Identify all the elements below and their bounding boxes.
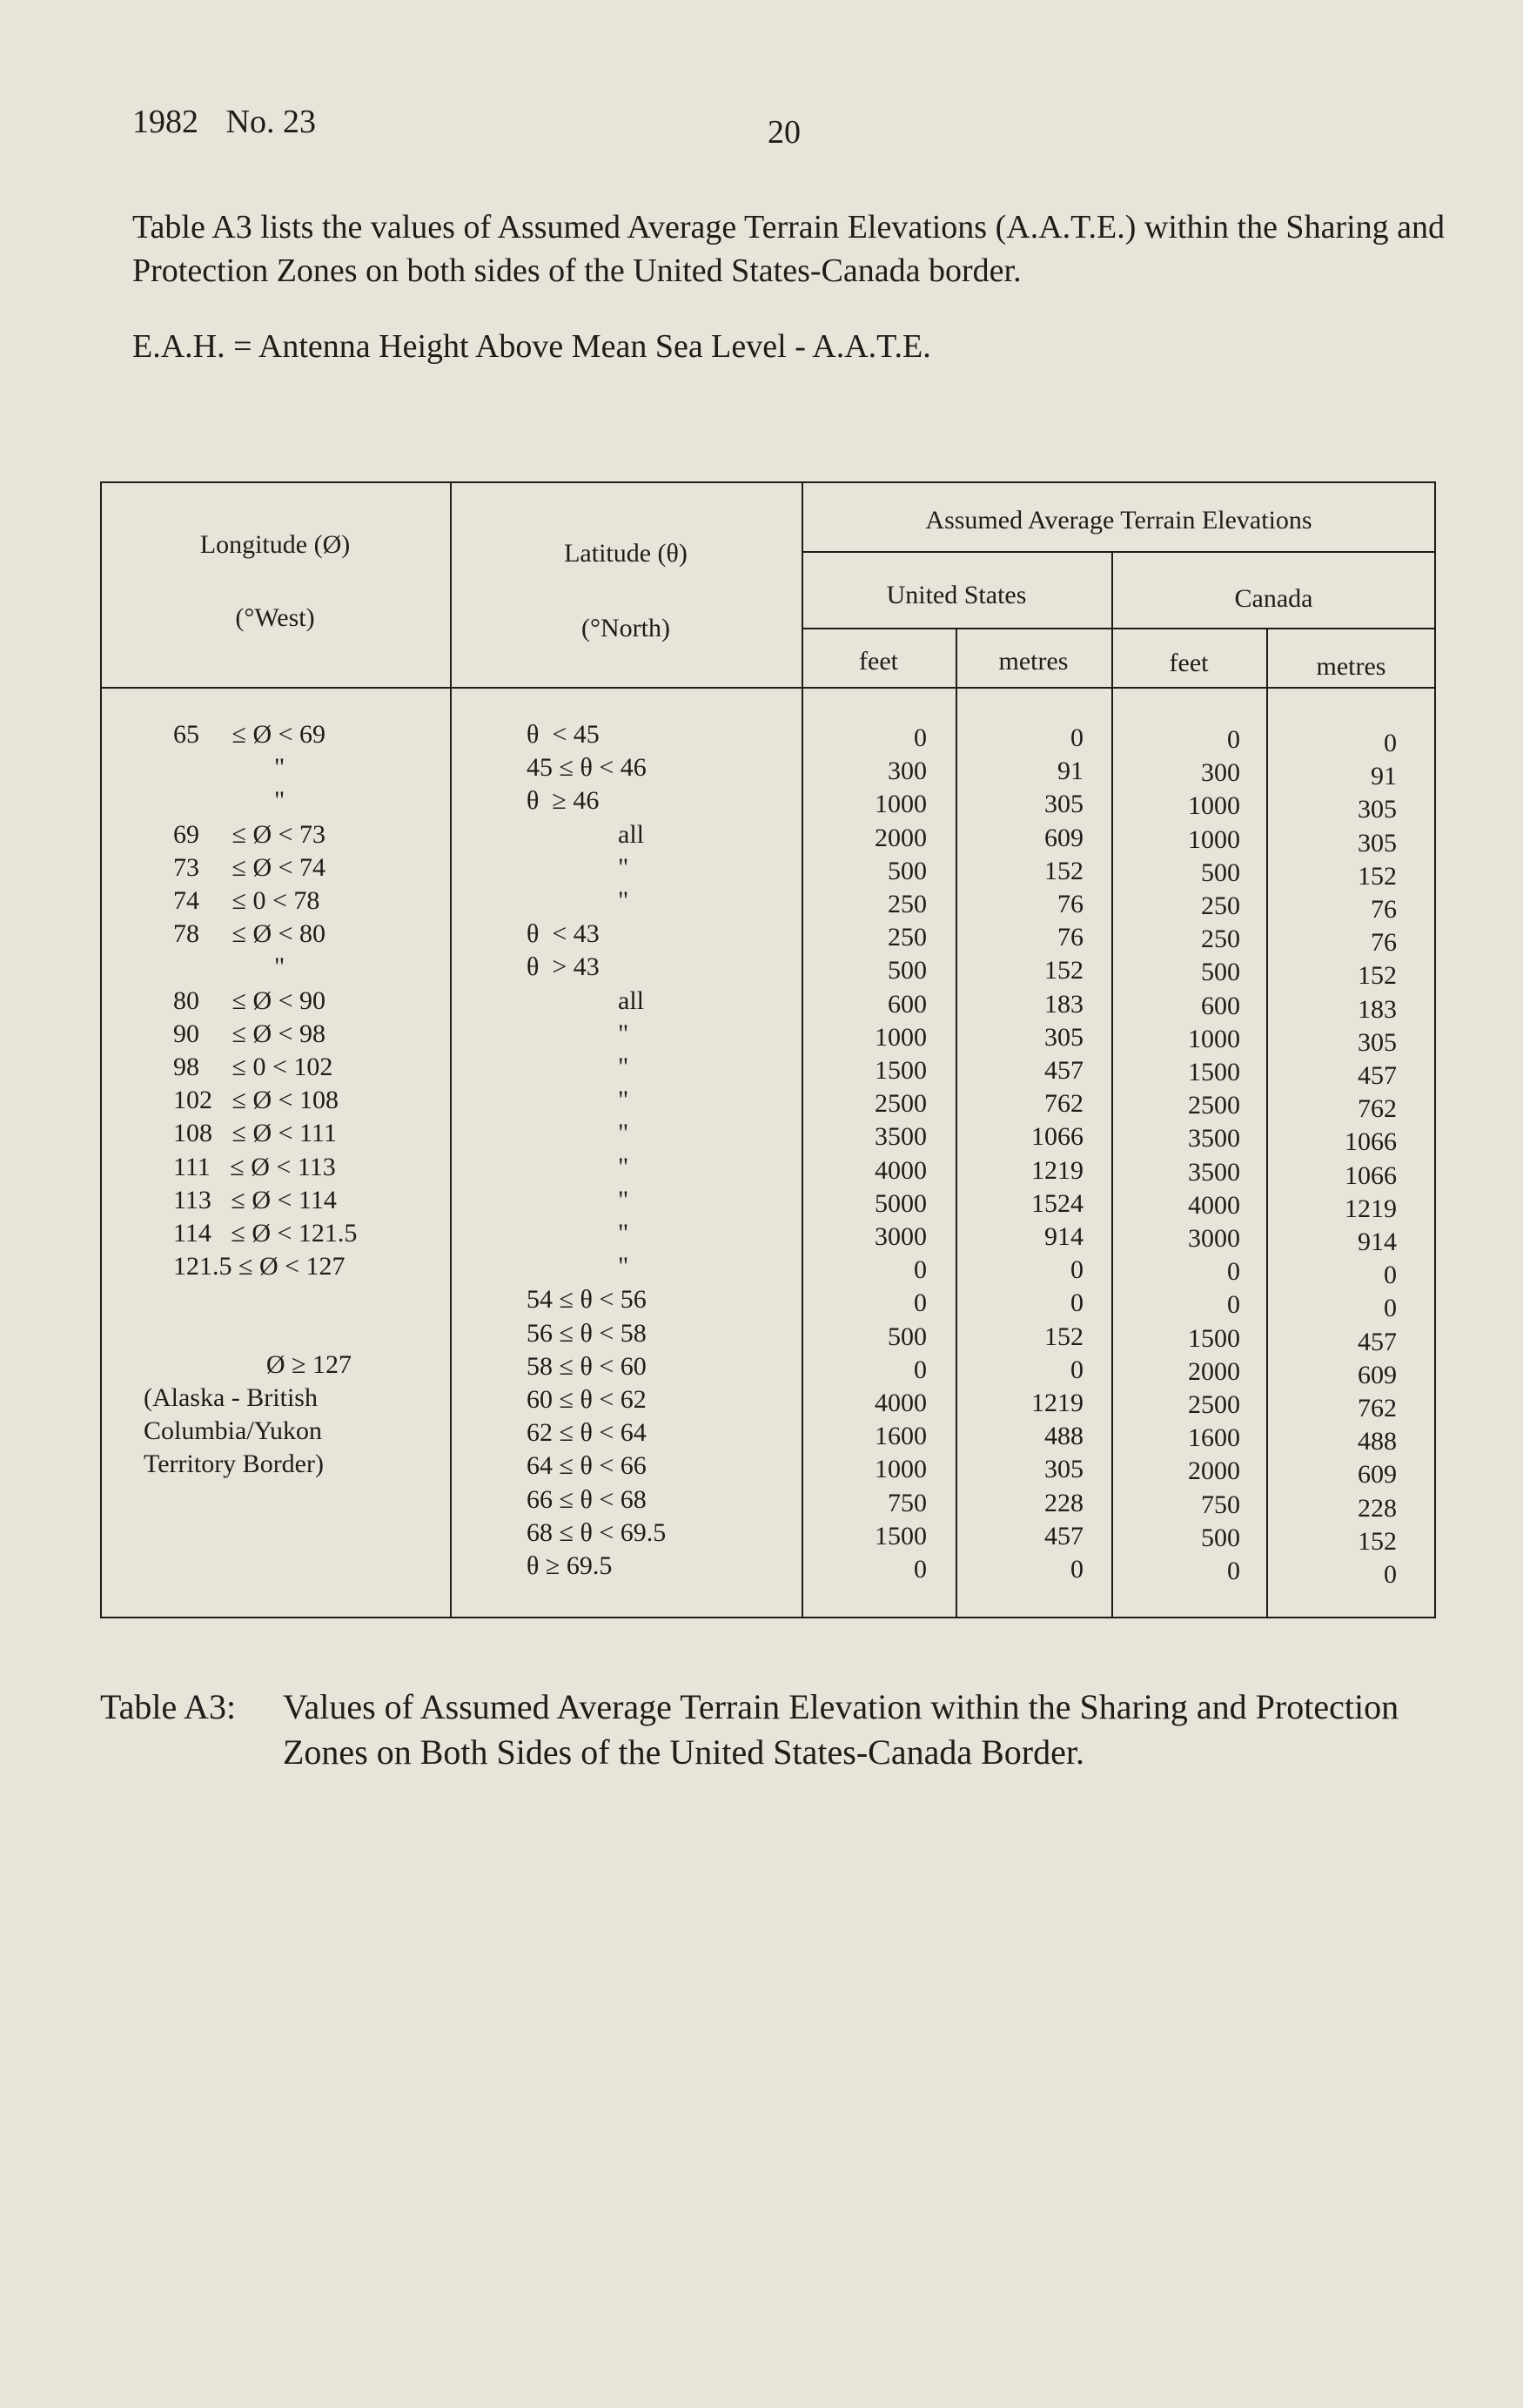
us-metres-cell: 1066 — [1031, 1122, 1084, 1152]
us-feet-cell: 500 — [888, 956, 927, 985]
header-us-feet: feet — [859, 647, 898, 676]
ca-metres-cell: 91 — [1371, 762, 1397, 791]
ca-metres-cell: 0 — [1384, 1560, 1397, 1589]
longitude-cell: 102 ≤ Ø < 108 — [173, 1086, 339, 1115]
latitude-cell: 64 ≤ θ < 66 — [527, 1451, 647, 1481]
ca-feet-cell: 1000 — [1188, 824, 1240, 854]
ca-metres-cell: 152 — [1358, 1526, 1397, 1556]
ca-feet-cell: 500 — [1201, 958, 1240, 987]
us-feet-cell: 1600 — [875, 1422, 927, 1451]
us-feet-cell: 0 — [914, 1255, 927, 1285]
us-metres-cell: 1524 — [1031, 1188, 1084, 1218]
us-feet-cell: 2500 — [875, 1089, 927, 1119]
ca-feet-cell: 1000 — [1188, 1024, 1240, 1053]
us-metres-cell: 457 — [1044, 1056, 1084, 1085]
ca-metres-cell: 305 — [1358, 1027, 1397, 1057]
us-metres-cell: 0 — [1070, 723, 1084, 752]
us-metres-cell: 609 — [1044, 823, 1084, 852]
us-feet-cell: 1000 — [875, 1022, 927, 1052]
us-metres-cell: 305 — [1044, 1022, 1084, 1052]
definition-line: E.A.H. = Antenna Height Above Mean Sea Level - A.A.T.E. — [132, 328, 931, 365]
latitude-cell: 45 ≤ θ < 46 — [527, 753, 647, 783]
ca-metres-cell: 152 — [1358, 961, 1397, 991]
ca-metres-cell: 152 — [1358, 861, 1397, 891]
longitude-cell: 90 ≤ Ø < 98 — [173, 1019, 326, 1048]
elevation-table — [100, 481, 1436, 1618]
header-longitude: Longitude (Ø) — [199, 530, 351, 559]
header-elevation-group: Assumed Average Terrain Elevations — [925, 506, 1312, 535]
ca-feet-cell: 0 — [1227, 1257, 1240, 1287]
us-feet-cell: 0 — [914, 1355, 927, 1384]
intro-paragraph: Table A3 lists the values of Assumed Average Terrain Elevations (A.A.T.E.) within the Sharing and Protection Zones on both sides of the United States-Canada border. — [132, 209, 1446, 289]
latitude-cell: 54 ≤ θ < 56 — [527, 1285, 647, 1315]
longitude-cell: 108 ≤ Ø < 111 — [173, 1119, 337, 1148]
longitude-cell: 78 ≤ Ø < 80 — [173, 919, 326, 949]
us-feet-cell: 500 — [888, 856, 927, 885]
ca-feet-cell: 0 — [1227, 1557, 1240, 1585]
ca-metres-cell: 457 — [1358, 1061, 1397, 1090]
longitude-cell: 69 ≤ Ø < 73 — [173, 819, 326, 849]
latitude-cell: 56 ≤ θ < 58 — [527, 1318, 647, 1348]
latitude-cell: 58 ≤ θ < 60 — [527, 1351, 647, 1381]
ca-metres-cell: 0 — [1384, 1294, 1397, 1323]
us-feet-cell: 1500 — [875, 1056, 927, 1085]
us-metres-cell: 91 — [1057, 757, 1084, 786]
ca-feet-cell: 500 — [1201, 858, 1240, 887]
alaska-line2: (Alaska - British — [144, 1383, 318, 1412]
header-latitude-unit: (°North) — [581, 614, 670, 642]
caption-text: Values of Assumed Average Terrain Elevation within the Sharing and Protection Zones on Both Sides of the United States-Canada Border. — [283, 1687, 1399, 1772]
latitude-cell: " — [618, 1185, 629, 1214]
us-feet-cell: 0 — [914, 1288, 927, 1318]
alaska-longitude-group — [144, 1349, 439, 1481]
us-metres-cell: 152 — [1044, 956, 1084, 985]
latitude-cell: 68 ≤ θ < 69.5 — [527, 1517, 667, 1547]
longitude-cell: 113 ≤ Ø < 114 — [173, 1185, 337, 1214]
us-metres-cell: 1219 — [1031, 1389, 1084, 1417]
ca-feet-cell: 2500 — [1188, 1390, 1240, 1419]
latitude-cell: θ ≥ 69.5 — [527, 1551, 613, 1580]
header-year: 1982 — [132, 104, 198, 140]
ca-feet-cell: 3500 — [1188, 1124, 1240, 1154]
ca-feet-cell: 4000 — [1188, 1190, 1240, 1220]
header-number: No. 23 — [225, 104, 316, 140]
longitude-cell: 80 ≤ Ø < 90 — [173, 985, 326, 1015]
us-feet-cell: 600 — [888, 989, 927, 1019]
ca-metres-cell: 76 — [1371, 928, 1397, 958]
us-metres-cell: 1219 — [1031, 1155, 1084, 1185]
us-feet-cell: 5000 — [875, 1188, 927, 1218]
ca-metres-cell: 0 — [1384, 729, 1397, 757]
us-metres-cell: 152 — [1044, 856, 1084, 885]
alaska-range: Ø ≥ 127 — [265, 1350, 352, 1379]
latitude-cell: " — [618, 852, 629, 882]
longitude-cell: " — [274, 952, 285, 982]
us-metres-cell: 305 — [1044, 1455, 1084, 1484]
page-header — [132, 103, 335, 141]
us-metres-cell: 305 — [1044, 790, 1084, 819]
us-metres-cell: 0 — [1070, 1555, 1084, 1584]
us-feet-cell: 3000 — [875, 1222, 927, 1251]
longitude-cell: 74 ≤ 0 < 78 — [173, 886, 320, 915]
ca-feet-cell: 1600 — [1188, 1423, 1240, 1453]
longitude-cell: 111 ≤ Ø < 113 — [173, 1152, 336, 1181]
longitude-cell: 65 ≤ Ø < 69 — [173, 720, 326, 749]
us-metres-cell: 0 — [1070, 1288, 1084, 1318]
ca-feet-cell: 250 — [1201, 891, 1240, 920]
latitude-cell: " — [618, 1053, 629, 1081]
us-metres-cell: 762 — [1044, 1089, 1084, 1119]
ca-metres-cell: 0 — [1384, 1261, 1397, 1290]
longitude-cell: 98 ≤ 0 < 102 — [173, 1053, 333, 1081]
us-feet-cell: 0 — [914, 1555, 927, 1584]
header-latitude: Latitude (θ) — [564, 539, 688, 568]
ca-feet-cell: 0 — [1227, 725, 1240, 754]
ca-metres-cell: 1066 — [1345, 1127, 1397, 1157]
ca-feet-cell: 600 — [1201, 991, 1240, 1020]
ca-feet-cell: 2000 — [1188, 1456, 1240, 1486]
ca-feet-cell: 3000 — [1188, 1224, 1240, 1253]
us-feet-cell: 4000 — [875, 1389, 927, 1417]
ca-feet-cell: 500 — [1201, 1523, 1240, 1552]
ca-feet-cell: 300 — [1201, 758, 1240, 788]
longitude-cell: " — [274, 753, 285, 783]
latitude-cell: θ ≥ 46 — [527, 786, 600, 816]
us-feet-cell: 3500 — [875, 1122, 927, 1152]
us-feet-cell: 2000 — [875, 823, 927, 852]
ca-metres-cell: 914 — [1358, 1228, 1397, 1256]
alaska-line3: Columbia/Yukon — [144, 1416, 323, 1445]
us-feet-cell: 1000 — [875, 1455, 927, 1484]
latitude-cell: " — [618, 1019, 629, 1048]
latitude-cell: θ < 45 — [527, 720, 600, 749]
us-metres-cell: 76 — [1057, 890, 1084, 918]
page-number: 20 — [768, 114, 801, 151]
longitude-cell: " — [274, 786, 285, 816]
latitude-cell: 62 ≤ θ < 64 — [527, 1418, 647, 1448]
us-metres-cell: 0 — [1070, 1255, 1084, 1285]
ca-metres-cell: 1219 — [1345, 1194, 1397, 1223]
latitude-cell: all — [618, 985, 644, 1015]
caption-label: Table A3: — [100, 1687, 237, 1726]
ca-feet-cell: 2500 — [1188, 1091, 1240, 1120]
us-feet-cell: 250 — [888, 923, 927, 952]
us-metres-cell: 152 — [1044, 1322, 1084, 1351]
longitude-cell: 73 ≤ Ø < 74 — [173, 852, 326, 882]
ca-feet-cell: 3500 — [1188, 1157, 1240, 1187]
ca-metres-cell: 457 — [1358, 1327, 1397, 1356]
ca-metres-cell: 609 — [1358, 1460, 1397, 1490]
latitude-cell: " — [618, 1152, 629, 1181]
ca-feet-cell: 1500 — [1188, 1058, 1240, 1086]
latitude-cell: " — [618, 886, 629, 915]
header-canada: Canada — [1234, 584, 1313, 613]
ca-metres-cell: 76 — [1371, 895, 1397, 924]
us-feet-cell: 750 — [888, 1488, 927, 1517]
latitude-cell: all — [618, 819, 644, 849]
ca-feet-cell: 750 — [1201, 1490, 1240, 1519]
us-metres-cell: 0 — [1070, 1355, 1084, 1384]
ca-metres-cell: 305 — [1358, 795, 1397, 824]
ca-feet-cell: 250 — [1201, 925, 1240, 954]
us-metres-cell: 76 — [1057, 923, 1084, 952]
ca-metres-cell: 183 — [1358, 994, 1397, 1024]
alaska-line4: Territory Border) — [144, 1450, 324, 1478]
us-feet-cell: 0 — [914, 723, 927, 752]
header-us-metres: metres — [998, 647, 1069, 676]
header-united-states: United States — [886, 581, 1027, 609]
us-feet-cell: 500 — [888, 1322, 927, 1351]
us-metres-cell: 457 — [1044, 1521, 1084, 1550]
us-feet-cell: 250 — [888, 890, 927, 918]
latitude-cell: θ > 43 — [527, 952, 600, 982]
us-feet-cell: 1000 — [875, 790, 927, 819]
ca-metres-cell: 305 — [1358, 828, 1397, 858]
latitude-cell: 60 ≤ θ < 62 — [527, 1385, 647, 1414]
header-longitude-unit: (°West) — [235, 603, 315, 632]
latitude-cell: " — [618, 1086, 629, 1115]
us-metres-cell: 914 — [1044, 1222, 1084, 1251]
ca-metres-cell: 1066 — [1345, 1160, 1397, 1190]
latitude-cell: " — [618, 1252, 629, 1281]
latitude-cell: " — [618, 1219, 629, 1248]
ca-feet-cell: 1000 — [1188, 791, 1240, 821]
ca-metres-cell: 762 — [1358, 1394, 1397, 1423]
us-feet-cell: 300 — [888, 757, 927, 786]
ca-metres-cell: 488 — [1358, 1427, 1397, 1456]
us-feet-cell: 1500 — [875, 1521, 927, 1550]
ca-metres-cell: 609 — [1358, 1360, 1397, 1389]
us-metres-cell: 183 — [1044, 989, 1084, 1019]
ca-metres-cell: 228 — [1358, 1493, 1397, 1523]
us-metres-cell: 228 — [1044, 1488, 1084, 1517]
ca-metres-cell: 762 — [1358, 1094, 1397, 1124]
header-ca-feet: feet — [1169, 649, 1209, 677]
longitude-cell: 114 ≤ Ø < 121.5 — [173, 1219, 358, 1248]
longitude-cell: 121.5 ≤ Ø < 127 — [173, 1252, 346, 1281]
ca-feet-cell: 2000 — [1188, 1356, 1240, 1386]
us-feet-cell: 4000 — [875, 1155, 927, 1185]
latitude-cell: " — [618, 1119, 629, 1148]
us-metres-cell: 488 — [1044, 1422, 1084, 1451]
ca-feet-cell: 0 — [1227, 1290, 1240, 1320]
ca-feet-cell: 1500 — [1188, 1323, 1240, 1353]
header-ca-metres: metres — [1316, 652, 1386, 681]
latitude-cell: 66 ≤ θ < 68 — [527, 1484, 647, 1514]
latitude-cell: θ < 43 — [527, 919, 600, 949]
